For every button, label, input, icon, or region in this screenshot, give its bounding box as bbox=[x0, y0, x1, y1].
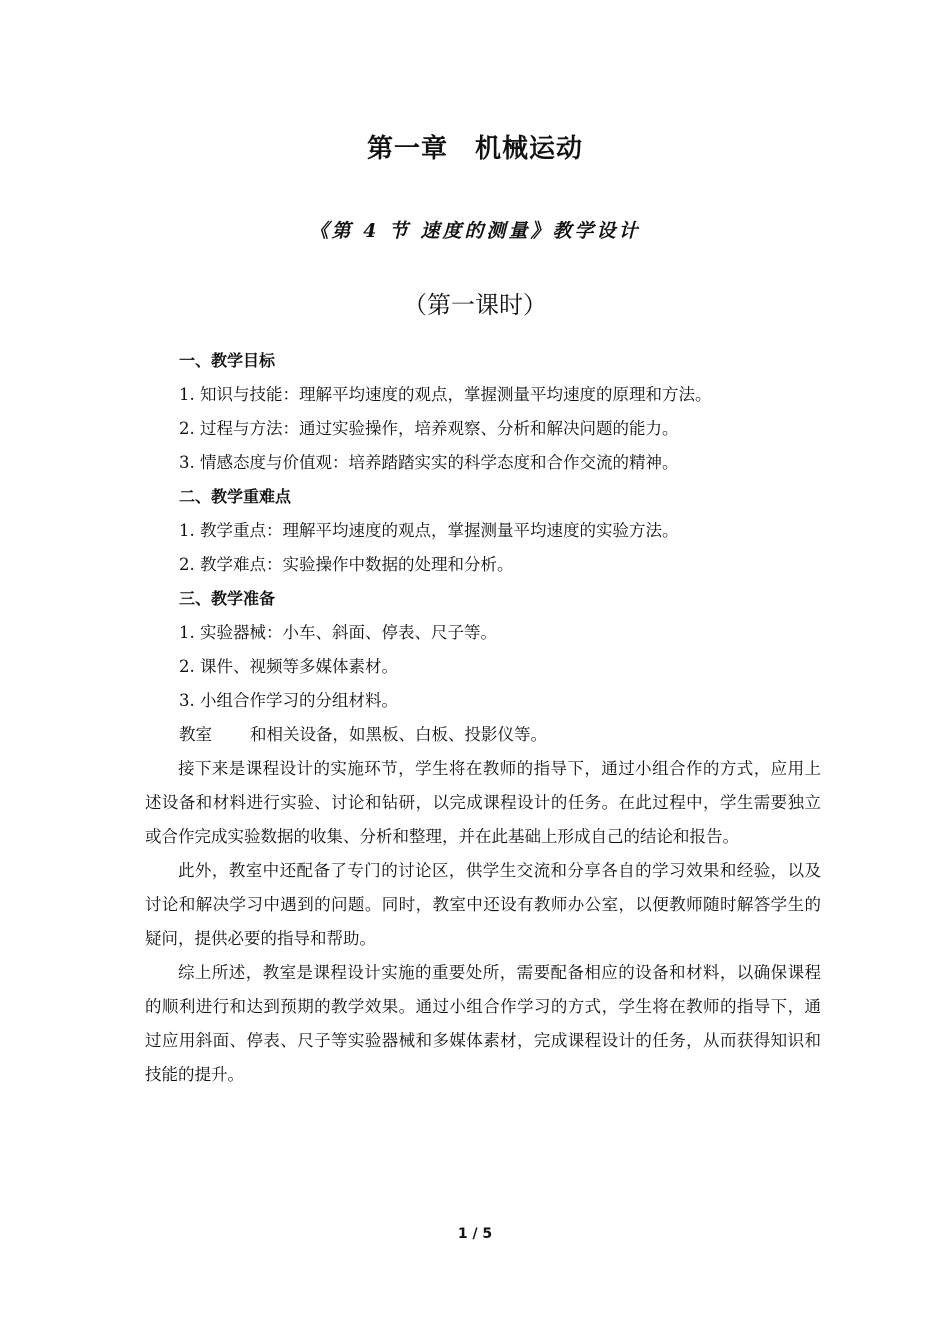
list-item: 1. 实验器械：小车、斜面、停表、尺子等。 bbox=[179, 623, 497, 642]
lesson-design-subtitle: 《第 4 节 速度的测量》教学设计 bbox=[309, 220, 641, 242]
list-item: 3. 小组合作学习的分组材料。 bbox=[179, 691, 398, 710]
list-item: 3. 情感态度与价值观：培养踏踏实实的科学态度和合作交流的精神。 bbox=[179, 453, 679, 472]
section-heading-preparation: 三、教学准备 bbox=[179, 589, 276, 608]
classroom-word: 教室 bbox=[179, 725, 212, 744]
list-item: 2. 过程与方法：通过实验操作，培养观察、分析和解决问题的能力。 bbox=[179, 419, 679, 438]
lesson-period-title: （第一课时） bbox=[403, 291, 547, 319]
page-number: 1 / 5 bbox=[457, 1226, 493, 1242]
list-item: 2. 教学难点：实验操作中数据的处理和分析。 bbox=[179, 555, 514, 574]
classroom-equipment-text: 和相关设备，如黑板、白板、投影仪等。 bbox=[250, 725, 547, 744]
classroom-equipment-line bbox=[145, 718, 821, 752]
section-heading-objectives: 一、教学目标 bbox=[179, 351, 276, 370]
list-item: 2. 课件、视频等多媒体素材。 bbox=[179, 657, 398, 676]
list-item: 1. 知识与技能：理解平均速度的观点，掌握测量平均速度的原理和方法。 bbox=[179, 385, 712, 404]
chapter-title: 第一章 机械运动 bbox=[366, 134, 583, 164]
paragraph-summary: 综上所述，教室是课程设计实施的重要处所，需要配备相应的设备和材料，以确保课程的顺利进行和达到预期的教学效果。通过小组合作学习的方式，学生将在教师的指导下，通过应用斜面、停表、尺子等实验器械和多媒体素材，完成课程设计的任务，从而获得知识和技能的提升。 bbox=[145, 963, 821, 1084]
paragraph-implementation: 接下来是课程设计的实施环节，学生将在教师的指导下，通过小组合作的方式，应用上述设备和材料进行实验、讨论和钻研，以完成课程设计的任务。在此过程中，学生需要独立或合作完成实验数据的收集、分析和整理，并在此基础上形成自己的结论和报告。 bbox=[145, 759, 821, 846]
document-body bbox=[145, 344, 821, 1092]
list-item: 1. 教学重点：理解平均速度的观点，掌握测量平均速度的实验方法。 bbox=[179, 521, 679, 540]
section-heading-key-points: 二、教学重难点 bbox=[179, 487, 292, 506]
paragraph-discussion-area: 此外，教室中还配备了专门的讨论区，供学生交流和分享各自的学习效果和经验，以及讨论和解决学习中遇到的问题。同时，教室中还设有教师办公室，以便教师随时解答学生的疑问，提供必要的指导和帮助。 bbox=[145, 861, 821, 948]
